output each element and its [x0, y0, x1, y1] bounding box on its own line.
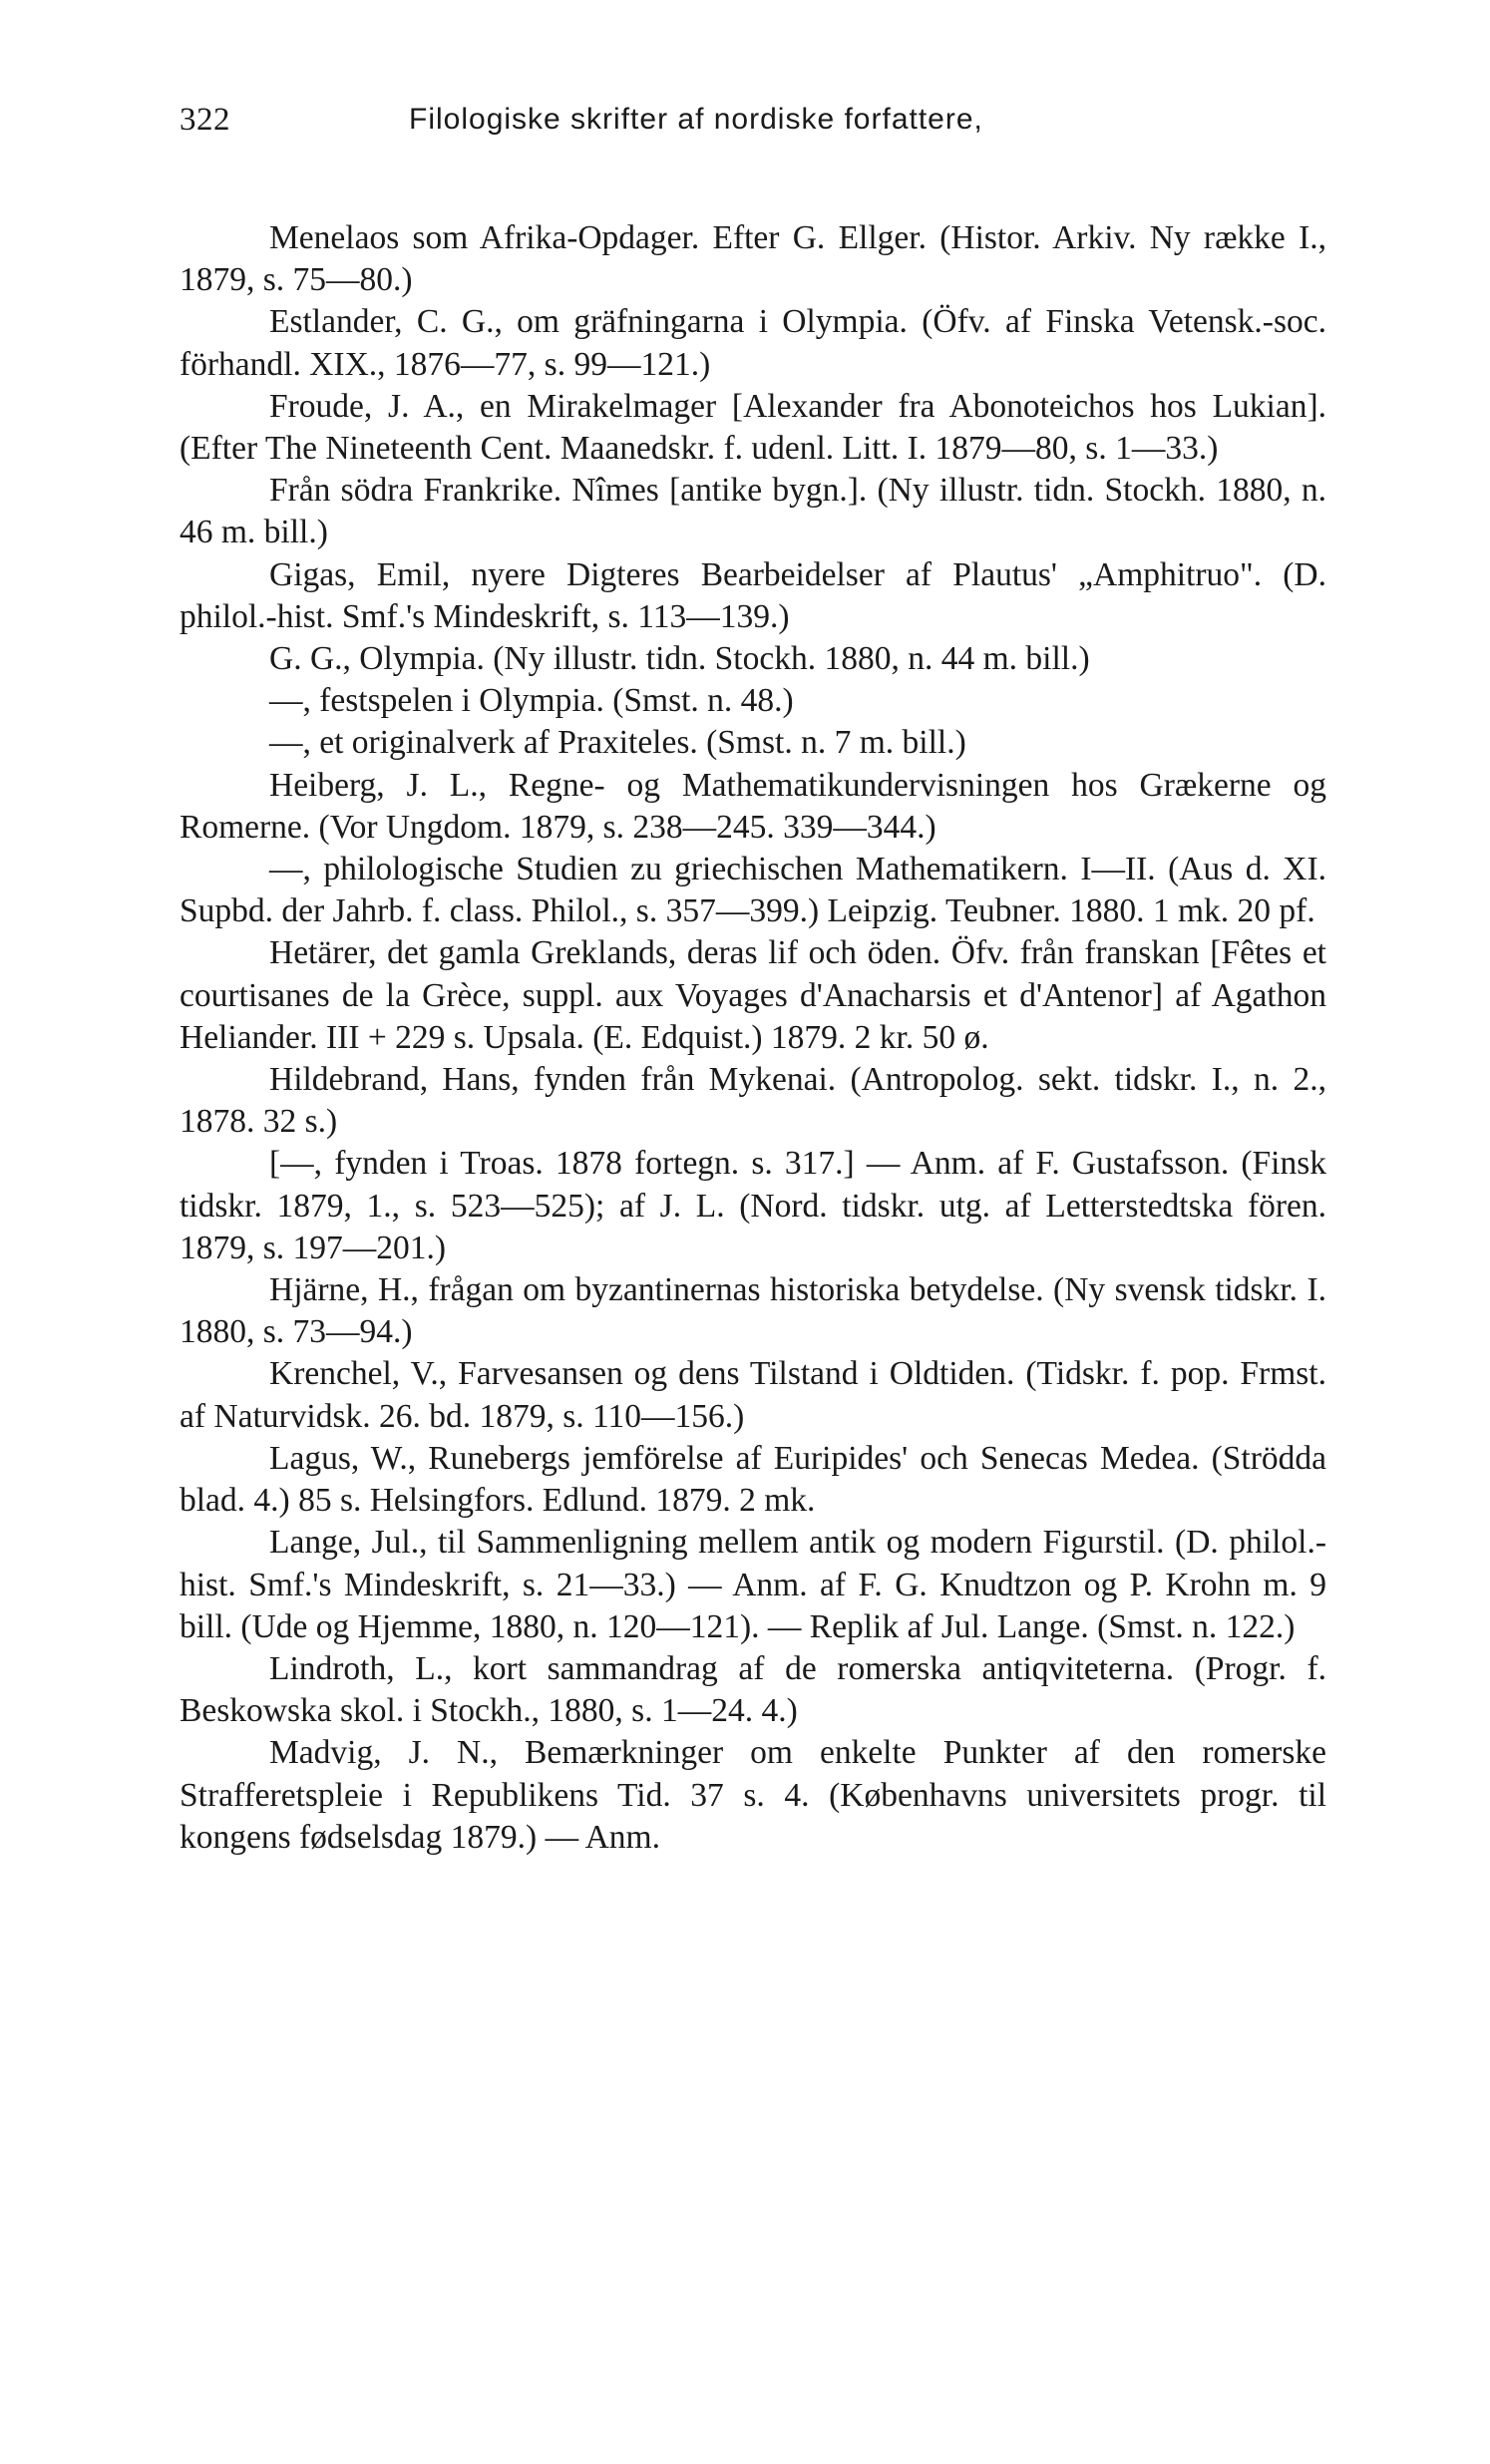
bibliography-entry: Estlander, C. G., om gräfningarna i Olympia. (Öfv. af Finska Vetensk.-soc. förhandl. XIX., 1876—77, s. 99—121.): [180, 303, 1326, 383]
bibliography-list: [180, 217, 1326, 1859]
bibliography-entry: Hildebrand, Hans, fynden från Mykenai. (Antropolog. sekt. tidskr. I., n. 2., 1878. 32 s.): [180, 1061, 1326, 1141]
running-title: Filologiske skrifter af nordiske forfattere,: [409, 103, 983, 136]
document-page: [180, 90, 1326, 1859]
bibliography-entry: Gigas, Emil, nyere Digteres Bearbeidelser af Plautus' „Amphitruo". (D. philol.-hist. Smf.'s Mindeskrift, s. 113—139.): [180, 555, 1326, 635]
bibliography-entry: —, festspelen i Olympia. (Smst. n. 48.): [269, 682, 794, 720]
bibliography-entry: Krenchel, V., Farvesansen og dens Tilstand i Oldtiden. (Tidskr. f. pop. Frmst. af Naturvidsk. 26. bd. 1879, s. 110—156.): [180, 1355, 1326, 1435]
bibliography-entry: Lagus, W., Runebergs jemförelse af Euripides' och Senecas Medea. (Strödda blad. 4.) 85 s. Helsingfors. Edlund. 1879. 2 mk.: [180, 1439, 1326, 1520]
bibliography-entry: Hetärer, det gamla Greklands, deras lif och öden. Öfv. från franskan [Fêtes et courtisanes de la Grèce, suppl. aux Voyages d'Anacharsis et d'Antenor] af Agathon Heliander. III + 229 s. Upsala. (E. Edquist.) 1879. 2 kr. 50 ø.: [180, 934, 1326, 1056]
bibliography-entry: —, philologische Studien zu griechischen Mathematikern. I—II. (Aus d. XI. Supbd. der Jahrb. f. class. Philol., s. 357—399.) Leipzig. Teubner. 1880. 1 mk. 20 pf.: [180, 851, 1326, 930]
bibliography-entry: Lange, Jul., til Sammenligning mellem antik og modern Figurstil. (D. philol.-hist. Smf.'s Mindeskrift, s. 21—33.) — Anm. af F. G. Knudtzon og P. Krohn m. 9 bill. (Ude og Hjemme, 1880, n. 120—121). — Replik af Jul. Lange. (Smst. n. 122.): [180, 1524, 1326, 1645]
bibliography-entry: [—, fynden i Troas. 1878 fortegn. s. 317.] — Anm. af F. Gustafsson. (Finsk tidskr. 1879, 1., s. 523—525); af J. L. (Nord. tidskr. utg. af Letterstedtska fören. 1879, s. 197—201.): [180, 1145, 1326, 1266]
bibliography-entry: —, et originalverk af Praxiteles. (Smst. n. 7 m. bill.): [269, 724, 966, 762]
bibliography-entry: Heiberg, J. L., Regne- og Mathematikundervisningen hos Grækerne og Romerne. (Vor Ungdom. 1879, s. 238—245. 339—344.): [180, 766, 1326, 846]
bibliography-entry: Lindroth, L., kort sammandrag af de romerska antiqviteterna. (Progr. f. Beskowska skol. i Stockh., 1880, s. 1—24. 4.): [180, 1649, 1326, 1730]
bibliography-entry: Hjärne, H., frågan om byzantinernas historiska betydelse. (Ny svensk tidskr. I. 1880, s. 73—94.): [180, 1271, 1326, 1351]
bibliography-entry: Froude, J. A., en Mirakelmager [Alexander fra Abonoteichos hos Lukian]. (Efter The Nineteenth Cent. Maanedskr. f. udenl. Litt. I. 1879—80, s. 1—33.): [180, 387, 1326, 468]
page-number: 322: [180, 102, 230, 138]
page-header: [180, 90, 1326, 150]
bibliography-entry: Från södra Frankrike. Nîmes [antike bygn.]. (Ny illustr. tidn. Stockh. 1880, n. 46 m. bill.): [180, 472, 1326, 551]
bibliography-entry: G. G., Olympia. (Ny illustr. tidn. Stockh. 1880, n. 44 m. bill.): [269, 640, 1090, 678]
bibliography-entry: Menelaos som Afrika-Opdager. Efter G. Ellger. (Histor. Arkiv. Ny række I., 1879, s. 75—80.): [180, 219, 1326, 299]
bibliography-entry: Madvig, J. N., Bemærkninger om enkelte Punkter af den romerske Strafferetspleie i Republikens Tid. 37 s. 4. (Københavns universitets progr. til kongens fødselsdag 1879.) — Anm.: [180, 1734, 1326, 1856]
